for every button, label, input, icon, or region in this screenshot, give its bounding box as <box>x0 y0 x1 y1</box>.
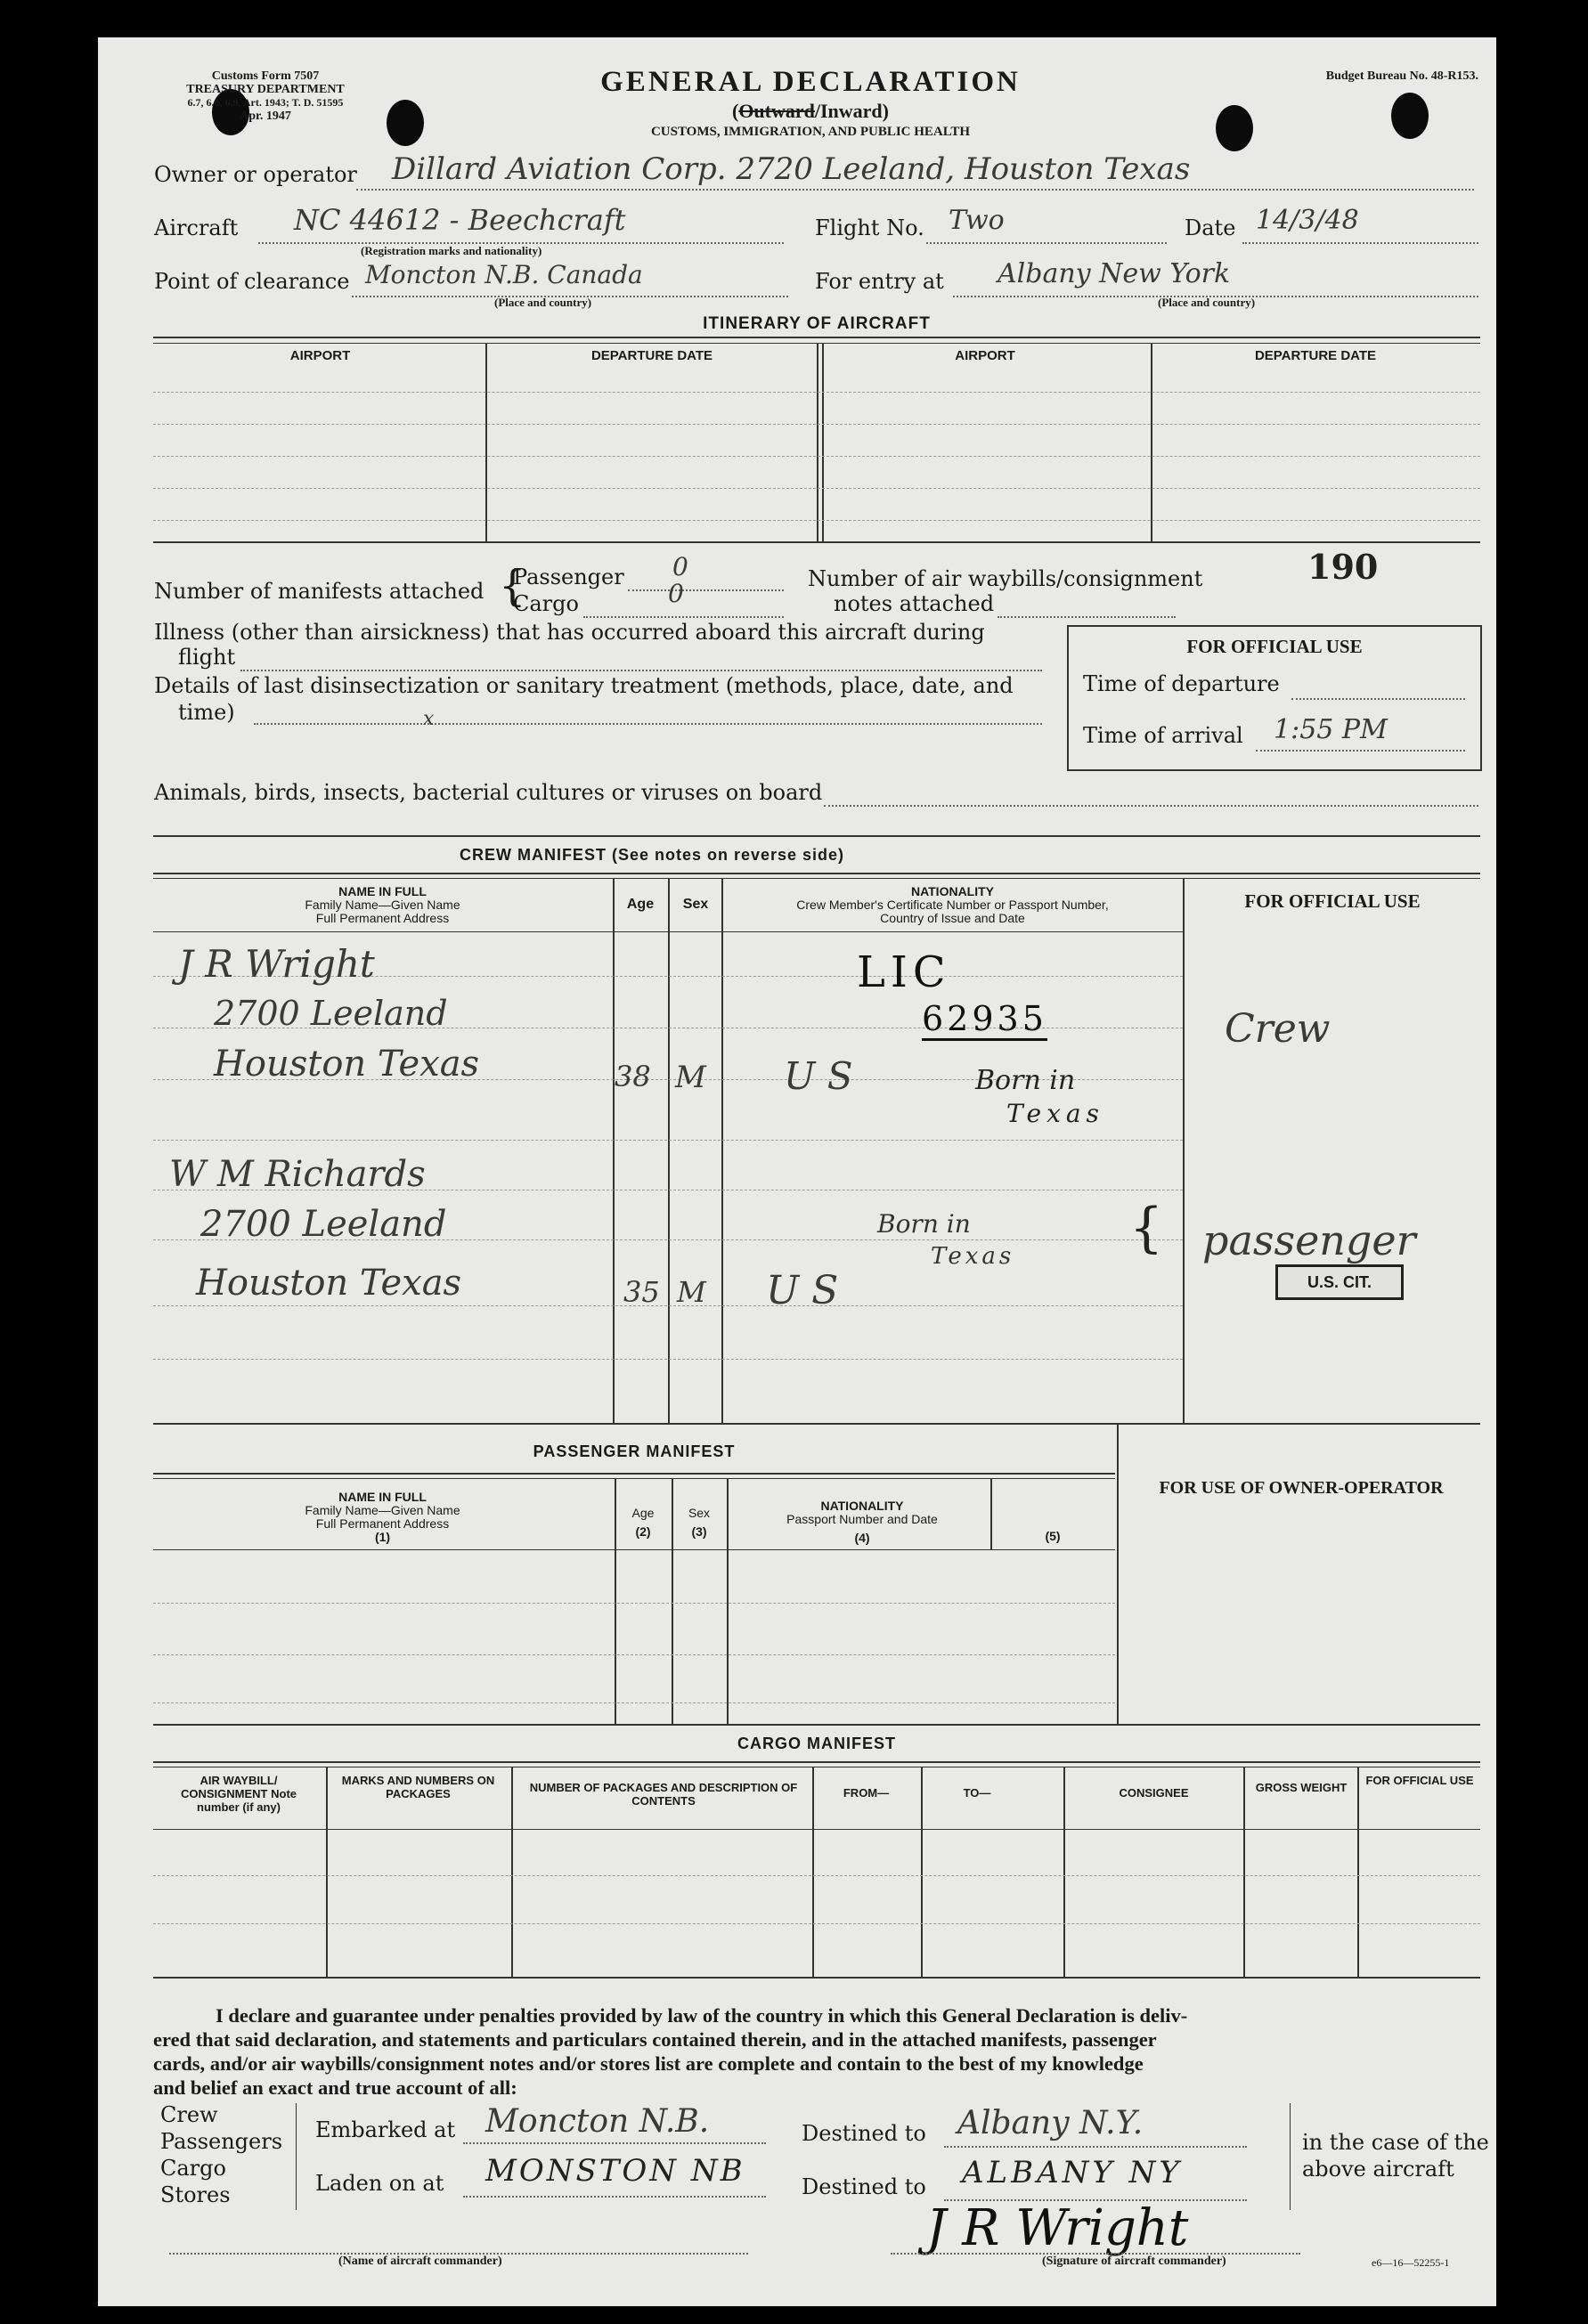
cargo-col-rule <box>153 1829 1480 1830</box>
itinerary-top-rule <box>153 337 1480 338</box>
cargo-row-line <box>153 1875 1480 1876</box>
embarked-line <box>463 2142 766 2144</box>
crew-1-sex: M <box>675 1060 706 1095</box>
place-sub-2: (Place and country) <box>1158 296 1256 309</box>
passenger-header-rule <box>153 1473 1115 1475</box>
crew-col-nat-3: Country of Issue and Date <box>880 911 1025 925</box>
crew-divider <box>668 878 670 1423</box>
crew-2-name: W M Richards <box>169 1154 426 1195</box>
declaration-text <box>153 2003 1480 2100</box>
crew-col-name-2: Family Name—Given Name <box>305 898 460 912</box>
passenger-count-line <box>628 589 784 591</box>
illness-line <box>240 670 1042 671</box>
cargo-col-consignee: CONSIGNEE <box>1119 1786 1189 1800</box>
declaration-bracket-right <box>1290 2103 1291 2210</box>
passenger-col-nat-2: Passport Number and Date <box>786 1512 938 1526</box>
agencies: CUSTOMS, IMMIGRATION, AND PUBLIC HEALTH <box>650 125 971 139</box>
date-value: 14/3/48 <box>1256 205 1359 236</box>
crew-1-cert-2: 62935 <box>922 999 1047 1041</box>
crew-divider <box>613 878 615 1423</box>
declaration-line-1: I declare and guarantee under penalties provided by law of the country in which this General Declaration is deliv- <box>216 2004 1188 2027</box>
departure-time-label: Time of departure <box>1083 671 1280 696</box>
crew-2-nationality: U S <box>766 1268 839 1313</box>
category-crew: Crew <box>160 2102 218 2127</box>
itinerary-row-line <box>153 456 1480 457</box>
laden-label: Laden on at <box>315 2171 444 2196</box>
inward-text: /Inward) <box>814 100 889 122</box>
cargo-col-gross-weight: GROSS WEIGHT <box>1255 1781 1348 1794</box>
punch-hole <box>1216 105 1253 151</box>
itinerary-title: ITINERARY OF AIRCRAFT <box>703 314 931 333</box>
crew-1-address-1: 2700 Leeland <box>214 994 448 1033</box>
passenger-row-line <box>153 1702 1115 1703</box>
cargo-col-to: TO— <box>963 1786 991 1800</box>
disinsect-label: Details of last disinsectization or sanitary treatment (methods, place, date, and <box>154 673 1014 698</box>
crew-title: CREW MANIFEST (See notes on reverse side) <box>459 846 845 864</box>
passenger-right-divider <box>1117 1423 1119 1724</box>
category-stores: Stores <box>160 2182 231 2207</box>
declaration-line-3: cards, and/or air waybills/consignment notes and/or stores list are complete and contain to the best of my knowledge <box>153 2052 1144 2075</box>
crew-2-sex: M <box>677 1275 706 1309</box>
citizenship-stamp: U.S. CIT. <box>1275 1264 1404 1300</box>
crew-1-born-2: Texas <box>1006 1099 1104 1128</box>
case-text-1: in the case of the <box>1302 2130 1489 2155</box>
arrival-time-line <box>1256 750 1465 752</box>
crew-row-line <box>153 1140 1183 1141</box>
cargo-title: CARGO MANIFEST <box>737 1735 896 1752</box>
cargo-divider <box>1243 1767 1245 1977</box>
cargo-col-official: FOR OFFICIAL USE <box>1365 1774 1474 1787</box>
passenger-col-num-2: (2) <box>635 1524 651 1539</box>
flight-line <box>926 242 1167 244</box>
crew-divider <box>1183 878 1185 1423</box>
destined-value-1: Albany N.Y. <box>957 2105 1144 2141</box>
passenger-col-num-3: (3) <box>691 1524 707 1539</box>
crew-1-address-2: Houston Texas <box>214 1044 480 1085</box>
passenger-bottom-rule <box>153 1724 1480 1726</box>
date-label: Date <box>1185 215 1236 240</box>
cargo-divider <box>921 1767 923 1977</box>
passenger-col-rule <box>153 1549 1115 1550</box>
crew-header-rule-2 <box>153 878 1480 879</box>
crew-header-rule <box>153 873 1480 874</box>
passenger-col-sex-label: Sex <box>688 1506 711 1520</box>
cargo-count-value: 0 <box>668 579 684 608</box>
waybills-line <box>998 616 1176 618</box>
passenger-divider <box>672 1478 673 1726</box>
passenger-col-num-4: (4) <box>854 1531 870 1545</box>
crew-1-official: Crew <box>1225 1006 1331 1052</box>
disinsect-label-2: time) <box>178 700 235 725</box>
cargo-col-packages: NUMBER OF PACKAGES AND DESCRIPTION OF CONTENTS <box>529 1781 798 1808</box>
destined-line-1 <box>944 2146 1247 2148</box>
passenger-col-name-2: Family Name—Given Name <box>305 1503 460 1517</box>
itinerary-divider <box>1151 344 1152 541</box>
itinerary-divider <box>817 344 818 541</box>
declaration-line-4: and belief an exact and true account of all: <box>153 2076 517 2099</box>
aircraft-label: Aircraft <box>154 215 239 240</box>
crew-bottom-rule <box>153 1423 1480 1425</box>
waybills-label: Number of air waybills/consignment <box>808 566 1203 591</box>
commander-signature: J R Wright <box>926 2199 1189 2257</box>
passenger-divider <box>727 1478 729 1726</box>
owner-label: Owner or operator <box>154 162 357 187</box>
form-header-block <box>150 69 381 123</box>
crew-col-rule <box>153 931 1183 932</box>
owner-operator-use: FOR USE OF OWNER-OPERATOR <box>1159 1478 1444 1498</box>
flight-label: Flight No. <box>815 215 924 240</box>
form-year: Apr. 1947 <box>240 110 291 123</box>
animals-line <box>824 805 1478 807</box>
commander-name-sub: (Name of aircraft commander) <box>338 2255 502 2268</box>
official-use-title: FOR OFFICIAL USE <box>1186 636 1363 657</box>
itinerary-col-airport-2: AIRPORT <box>955 348 1015 363</box>
passenger-col-name-3: Full Permanent Address <box>315 1516 450 1531</box>
crew-2-address-2: Houston Texas <box>196 1263 462 1304</box>
laden-value: MONSTON NB <box>485 2153 745 2189</box>
flight-value: Two <box>949 205 1005 236</box>
punch-hole <box>387 100 424 146</box>
passenger-col-age <box>616 1507 670 1539</box>
disinsect-value: x <box>423 708 435 730</box>
owner-line <box>356 189 1474 191</box>
destined-label-1: Destined to <box>802 2121 926 2146</box>
passenger-divider <box>990 1478 992 1549</box>
passenger-col-sex <box>672 1507 726 1539</box>
itinerary-col-date-1: DEPARTURE DATE <box>590 348 713 363</box>
budget-number: Budget Bureau No. 48-R153. <box>1325 69 1478 83</box>
itinerary-divider <box>485 344 487 541</box>
animals-label: Animals, birds, insects, bacterial cultures or viruses on board <box>154 780 823 805</box>
crew-1-name: J R Wright <box>178 942 375 986</box>
crew-2-born-1: Born in <box>877 1209 971 1239</box>
date-line <box>1242 242 1478 244</box>
crew-1-cert-1: LIC <box>857 947 951 997</box>
arrival-time-label: Time of arrival <box>1083 723 1243 748</box>
punch-hole <box>1391 93 1429 139</box>
form-refs: 6.7, 6.8, 6.9, Art. 1943; T. D. 51595 <box>187 96 344 109</box>
owner-value: Dillard Aviation Corp. 2720 Leeland, Houston Texas <box>392 151 1191 187</box>
destined-value-2: ALBANY NY <box>962 2155 1183 2190</box>
declaration-bracket <box>296 2103 297 2210</box>
print-code: e6—16—52255-1 <box>1372 2256 1450 2269</box>
manifests-brace: { <box>499 561 526 611</box>
passenger-col-name <box>153 1491 612 1544</box>
itinerary-col-airport-1: AIRPORT <box>289 348 351 363</box>
cargo-col-waybill: AIR WAYBILL/ CONSIGNMENT Note number (if any) <box>181 1774 297 1814</box>
crew-col-nat-2: Crew Member's Certificate Number or Passport Number, <box>796 898 1109 912</box>
declaration-categories <box>160 2101 282 2208</box>
crew-top-rule <box>153 835 1480 837</box>
crew-2-official: passenger <box>1202 1216 1416 1264</box>
signature-sub: (Signature of aircraft commander) <box>1042 2255 1226 2268</box>
crew-row-line <box>153 1359 1183 1360</box>
cargo-divider <box>1063 1767 1065 1977</box>
form-id: Customs Form 7507 <box>211 69 320 83</box>
passenger-row-line <box>153 1603 1115 1604</box>
entry-label: For entry at <box>815 269 944 294</box>
aircraft-value: NC 44612 - Beechcraft <box>294 203 626 237</box>
embarked-value: Moncton N.B. <box>485 2103 710 2140</box>
arrival-time-value: 1:55 PM <box>1274 714 1388 745</box>
destined-label-2: Destined to <box>802 2174 926 2199</box>
outward-struck: Outward <box>738 100 815 122</box>
category-passengers: Passengers <box>160 2129 283 2154</box>
cargo-col-from: FROM— <box>843 1786 890 1800</box>
crew-col-official: FOR OFFICIAL USE <box>1244 890 1421 912</box>
crew-col-name-1: NAME IN FULL <box>338 884 427 898</box>
passenger-col-name-1: NAME IN FULL <box>338 1490 427 1504</box>
embarked-label: Embarked at <box>315 2117 456 2142</box>
crew-2-brace: { <box>1129 1197 1164 1259</box>
passenger-col-num-5: (5) <box>1045 1529 1061 1543</box>
crew-1-born-1: Born in <box>975 1065 1076 1096</box>
passenger-title: PASSENGER MANIFEST <box>533 1442 736 1460</box>
itinerary-divider <box>822 344 824 541</box>
passenger-count-label: Passenger <box>513 565 624 589</box>
cargo-header-rule <box>153 1761 1480 1763</box>
itinerary-row-line <box>153 520 1480 521</box>
crew-col-nat-1: NATIONALITY <box>910 884 995 898</box>
crew-col-name-3: Full Permanent Address <box>315 911 450 925</box>
cargo-count-line <box>583 616 784 618</box>
cargo-col-marks: MARKS AND NUMBERS ON PACKAGES <box>341 1774 495 1800</box>
cargo-row-line <box>153 1923 1480 1924</box>
stamp-number: 190 <box>1307 547 1379 587</box>
itinerary-row-line <box>153 488 1480 489</box>
illness-label-2: flight <box>178 645 236 670</box>
cargo-count-label: Cargo <box>513 591 579 616</box>
itinerary-col-date-2: DEPARTURE DATE <box>1254 348 1377 363</box>
cargo-divider <box>511 1767 513 1977</box>
passenger-col-num-1: (1) <box>374 1530 391 1544</box>
laden-line <box>463 2196 766 2198</box>
page-title: GENERAL DECLARATION <box>600 66 1021 98</box>
itinerary-row-line <box>153 424 1480 425</box>
cargo-divider <box>1357 1767 1359 1977</box>
department: TREASURY DEPARTMENT <box>186 83 345 96</box>
disinsect-line <box>254 723 1042 725</box>
place-sub: (Place and country) <box>494 296 592 309</box>
passenger-divider <box>615 1478 616 1726</box>
itinerary-row-line <box>153 392 1480 393</box>
paren-open: ( <box>731 100 739 122</box>
cargo-bottom-rule <box>153 1977 1480 1979</box>
declaration-line-2: ered that said declaration, and statements and particulars contained therein, and in the attached manifests, passenger <box>153 2028 1157 2051</box>
crew-col-name <box>153 885 612 925</box>
cargo-divider <box>326 1767 328 1977</box>
crew-col-age: Age <box>626 897 655 912</box>
crew-2-born-2: Texas <box>931 1243 1015 1270</box>
crew-1-nationality: U S <box>784 1054 853 1098</box>
crew-2-age: 35 <box>623 1275 660 1309</box>
passenger-row-line <box>153 1654 1115 1655</box>
manifests-label: Number of manifests attached <box>154 579 485 604</box>
clearance-value: Moncton N.B. Canada <box>365 260 643 289</box>
departure-time-line <box>1291 698 1465 700</box>
aircraft-sub: (Registration marks and nationality) <box>361 244 542 257</box>
case-text-2: above aircraft <box>1302 2157 1454 2182</box>
passenger-col-nationality <box>729 1499 996 1545</box>
passenger-col-nat-1: NATIONALITY <box>820 1499 904 1513</box>
cargo-divider <box>812 1767 814 1977</box>
crew-col-nationality <box>723 885 1182 925</box>
entry-value: Albany New York <box>998 258 1231 289</box>
crew-row-line <box>153 1305 1183 1306</box>
clearance-label: Point of clearance <box>154 269 350 294</box>
crew-divider <box>721 878 723 1423</box>
direction-subtitle <box>534 100 1087 123</box>
passenger-count-value: 0 <box>672 552 688 581</box>
category-cargo: Cargo <box>160 2156 226 2181</box>
crew-1-age: 38 <box>615 1060 651 1093</box>
itinerary-bottom-rule <box>153 541 1480 543</box>
passenger-col-age-label: Age <box>631 1506 655 1520</box>
illness-label: Illness (other than airsickness) that has occurred aboard this aircraft during <box>154 620 985 645</box>
crew-2-address-1: 2700 Leeland <box>200 1204 447 1245</box>
official-use-box <box>1067 625 1482 771</box>
passenger-header-rule-2 <box>153 1478 1115 1479</box>
crew-col-sex: Sex <box>682 897 709 912</box>
waybills-label-2: notes attached <box>834 591 995 616</box>
